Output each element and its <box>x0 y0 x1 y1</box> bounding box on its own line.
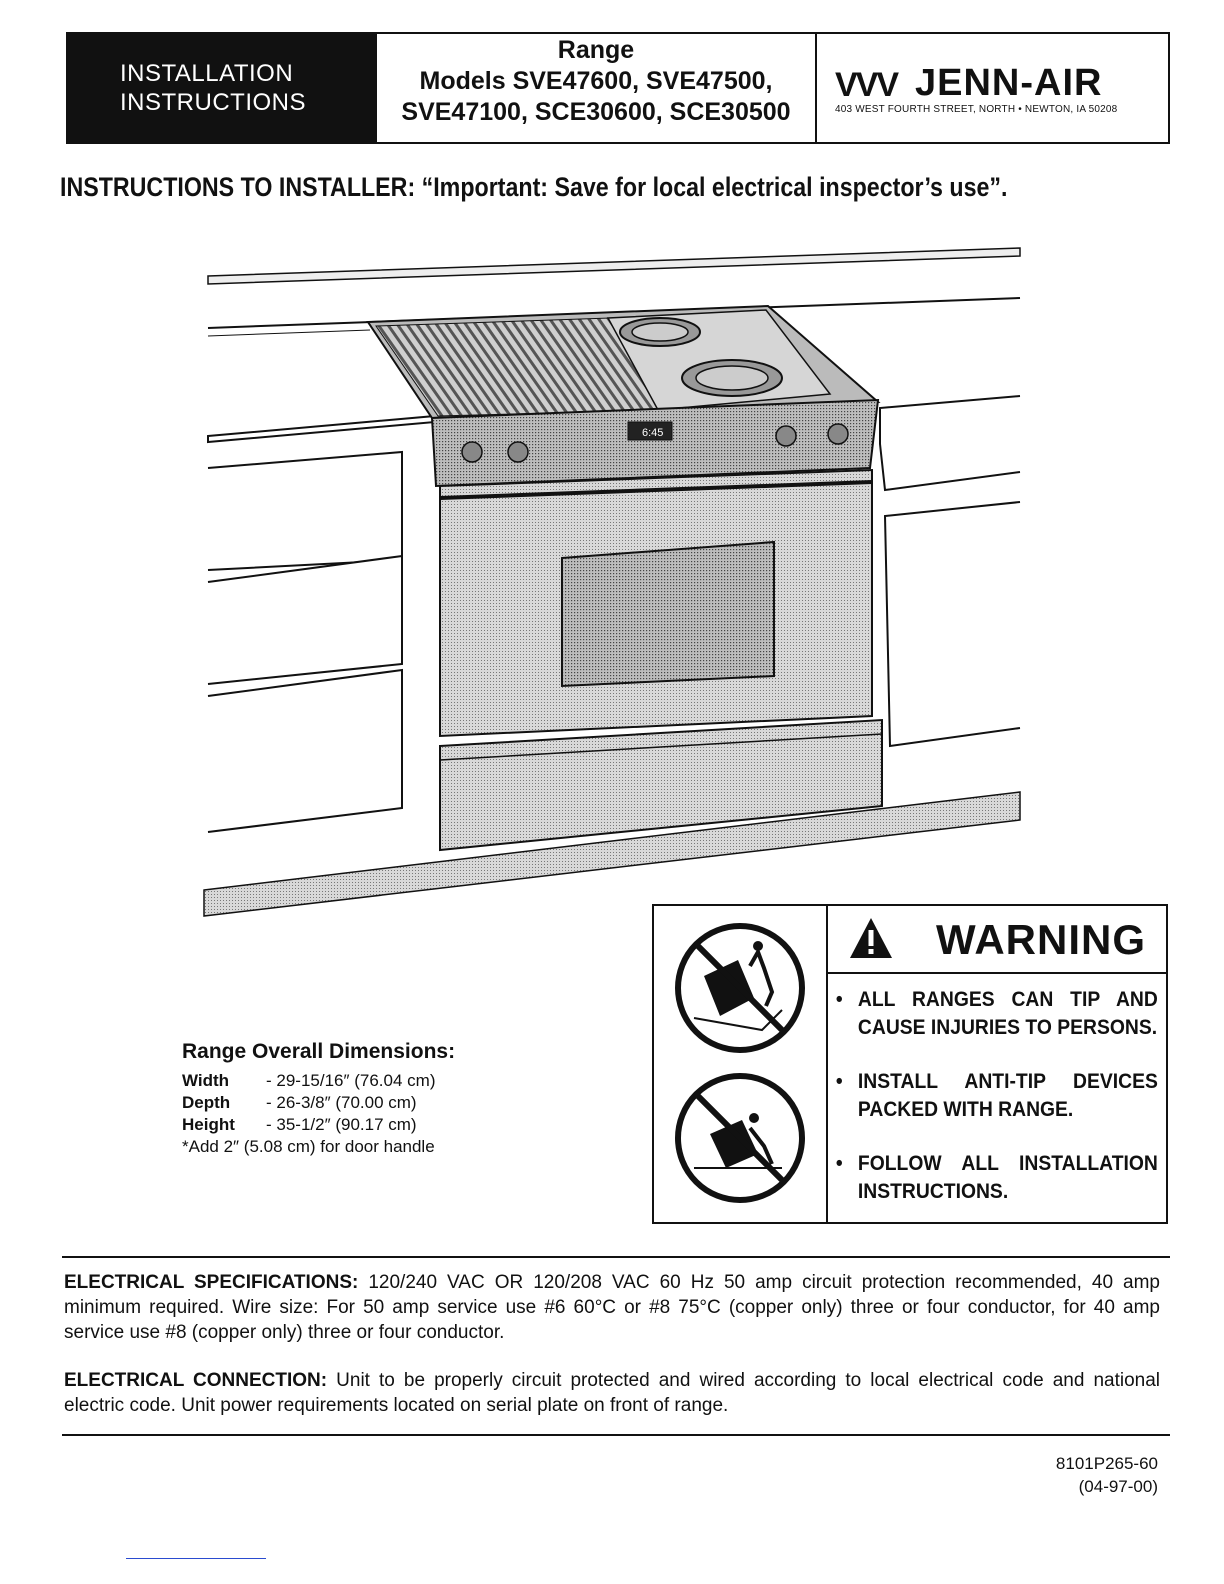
electrical-connection-text: Unit to be properly circuit protected and wired according to local electrical code and national electric code. Unit power requirements located on serial plate on front of range. <box>64 1370 1161 1416</box>
divider <box>62 1434 1170 1436</box>
electrical-specifications-text: 120/240 VAC OR 120/208 VAC 60 Hz 50 amp circuit protection recommended, 40 amp minimum required. Wire size: For 50 amp service use #6 60°C or #8 75°C (copper only) three or four conductor, for 40 amp service use #8 (copper only) three or four conductor. <box>64 1272 1160 1343</box>
tip-over-prohibited-icon <box>678 926 802 1050</box>
warning-box <box>652 904 1168 1224</box>
warning-item: • ALL RANGES CAN TIP AND CAUSE INJURIES TO PERSONS. <box>835 988 1158 1039</box>
warning-item: • INSTALL ANTI-TIP DEVICES PACKED WITH RANGE. <box>835 1070 1158 1121</box>
warning-list <box>834 986 1166 1232</box>
electrical-connection <box>64 1368 1160 1418</box>
footer-line <box>126 1558 266 1559</box>
instructions-to-installer: INSTRUCTIONS TO INSTALLER: “Important: Save for local electrical inspector’s use”. <box>60 172 1008 202</box>
electrical-specifications-label: ELECTRICAL SPECIFICATIONS: <box>64 1272 359 1293</box>
divider <box>62 1256 1170 1258</box>
dimension-note: *Add 2″ (5.08 cm) for door handle <box>182 1137 435 1156</box>
clock-display: 6:45 <box>642 427 664 439</box>
document-date: (04-97-00) <box>1078 1477 1158 1496</box>
dimension-row-width: Width - 29-15/16″ (76.04 cm) <box>182 1071 436 1090</box>
electrical-connection-label: ELECTRICAL CONNECTION: <box>64 1370 328 1391</box>
models-line1: Models SVE47600, SVE47500, <box>419 67 773 95</box>
warning-item: • FOLLOW ALL INSTALLATION INSTRUCTIONS. <box>835 1152 1158 1203</box>
product-name: Range <box>557 36 635 64</box>
header-product-block <box>375 34 817 142</box>
header-title-line1: INSTALLATION <box>120 60 294 87</box>
models-line2: SVE47100, SCE30600, SCE30500 <box>401 98 791 126</box>
document-id <box>1000 1452 1158 1498</box>
brand-name: JENN-AIR <box>915 62 1103 104</box>
warning-icons <box>654 906 828 1222</box>
brand-logo-icon: VVV <box>835 66 898 104</box>
dimensions-block <box>182 1040 455 1158</box>
warning-title: WARNING <box>936 916 1146 963</box>
electrical-specifications <box>64 1270 1160 1345</box>
dimension-row-depth: Depth - 26-3/8″ (70.00 cm) <box>182 1093 417 1112</box>
dimension-row-height: Height - 35-1/2″ (90.17 cm) <box>182 1115 417 1134</box>
document-number: 8101P265-60 <box>1055 1454 1158 1473</box>
warning-triangle-icon <box>848 916 894 960</box>
header-title-line2: INSTRUCTIONS <box>120 89 306 116</box>
header-title-block <box>68 34 375 142</box>
header-box <box>66 32 1170 144</box>
brand-address: 403 WEST FOURTH STREET, NORTH • NEWTON, IA 50208 <box>835 104 1118 115</box>
brand-block <box>819 34 1168 142</box>
range-illustration <box>190 240 1030 925</box>
warning-header <box>828 906 1166 974</box>
tip-over-prohibited-icon <box>678 1076 802 1200</box>
dimensions-title: Range Overall Dimensions: <box>182 1040 456 1063</box>
